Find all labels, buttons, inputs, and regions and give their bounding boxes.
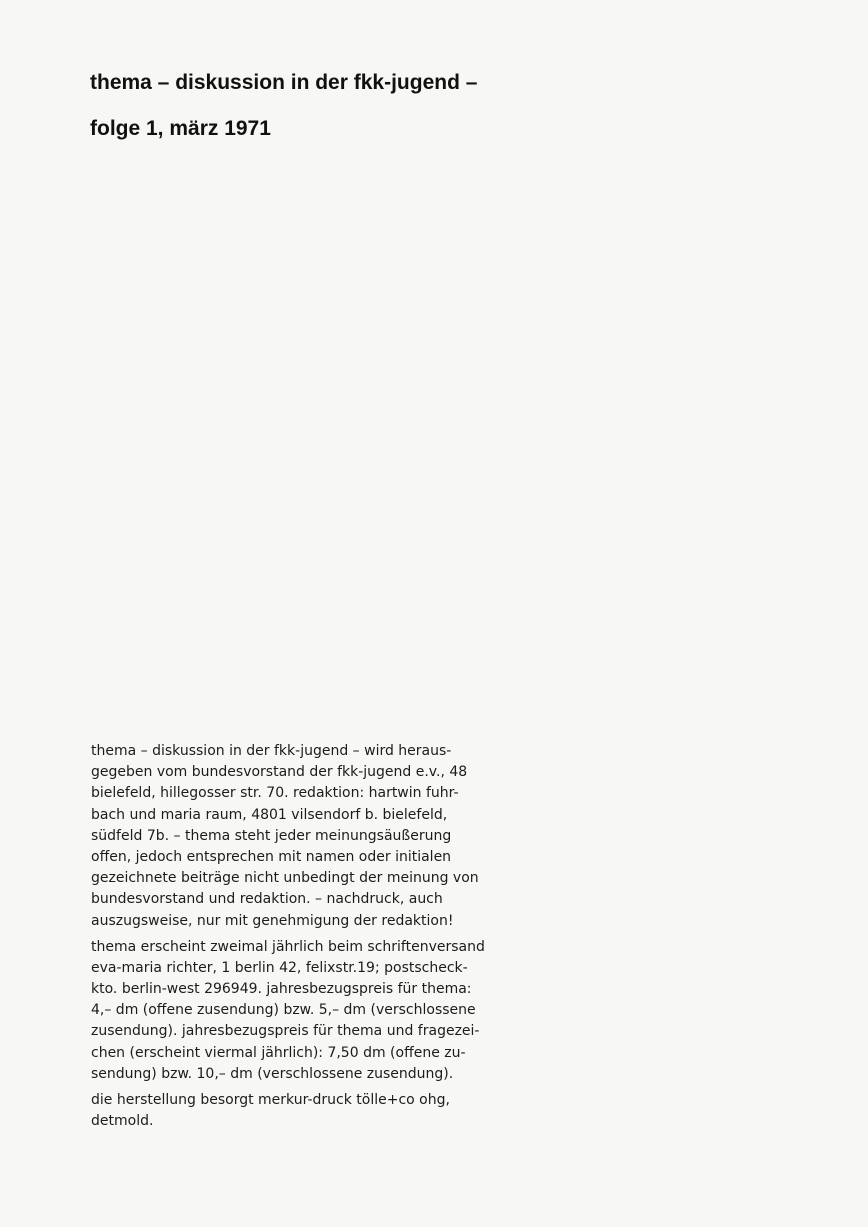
text-line: zusendung). jahresbezugspreis für thema und fragezei-: [91, 1023, 480, 1040]
text-line: 4,– dm (offene zusendung) bzw. 5,– dm (verschlossene: [91, 1002, 476, 1019]
colophon: [91, 741, 531, 1132]
text-line: thema – diskussion in der fkk-jugend – wird heraus-: [91, 743, 452, 759]
text-line: bundesvorstand und redaktion. – nachdruck, auch: [91, 891, 443, 908]
text-line: gegeben vom bundesvorstand der fkk-jugend e.v., 48: [91, 764, 468, 781]
title-line-1: thema – diskussion in der fkk-jugend –: [90, 71, 478, 94]
text-line: südfeld 7b. – thema steht jeder meinungsäußerung: [91, 827, 452, 844]
text-line: bach und maria raum, 4801 vilsendorf b. bielefeld,: [91, 806, 448, 823]
page-title: [90, 68, 477, 144]
text-line: die herstellung besorgt merkur-druck tölle+co ohg,: [91, 1092, 450, 1108]
text-line: sendung) bzw. 10,– dm (verschlossene zusendung).: [91, 1065, 454, 1082]
colophon-paragraph-subscription: [91, 937, 531, 1085]
colophon-paragraph-publisher: [91, 741, 531, 932]
text-line: chen (erscheint viermal jährlich): 7,50 dm (offene zu-: [91, 1044, 466, 1061]
text-line: gezeichnete beiträge nicht unbedingt der meinung von: [91, 870, 479, 887]
text-line: bielefeld, hillegosser str. 70. redaktion: hartwin fuhr-: [91, 785, 459, 802]
text-line: detmold.: [91, 1113, 154, 1130]
text-line: auszugsweise, nur mit genehmigung der redaktion!: [91, 912, 454, 929]
colophon-paragraph-printer: [91, 1090, 531, 1132]
text-line: offen, jedoch entsprechen mit namen oder initialen: [91, 848, 452, 865]
text-line: kto. berlin-west 296949. jahresbezugspreis für thema:: [91, 981, 472, 998]
text-line: thema erscheint zweimal jährlich beim schriftenversand: [91, 938, 485, 955]
text-line: eva-maria richter, 1 berlin 42, felixstr.19; postscheck-: [91, 959, 468, 976]
title-line-2: folge 1, märz 1971: [90, 117, 271, 140]
